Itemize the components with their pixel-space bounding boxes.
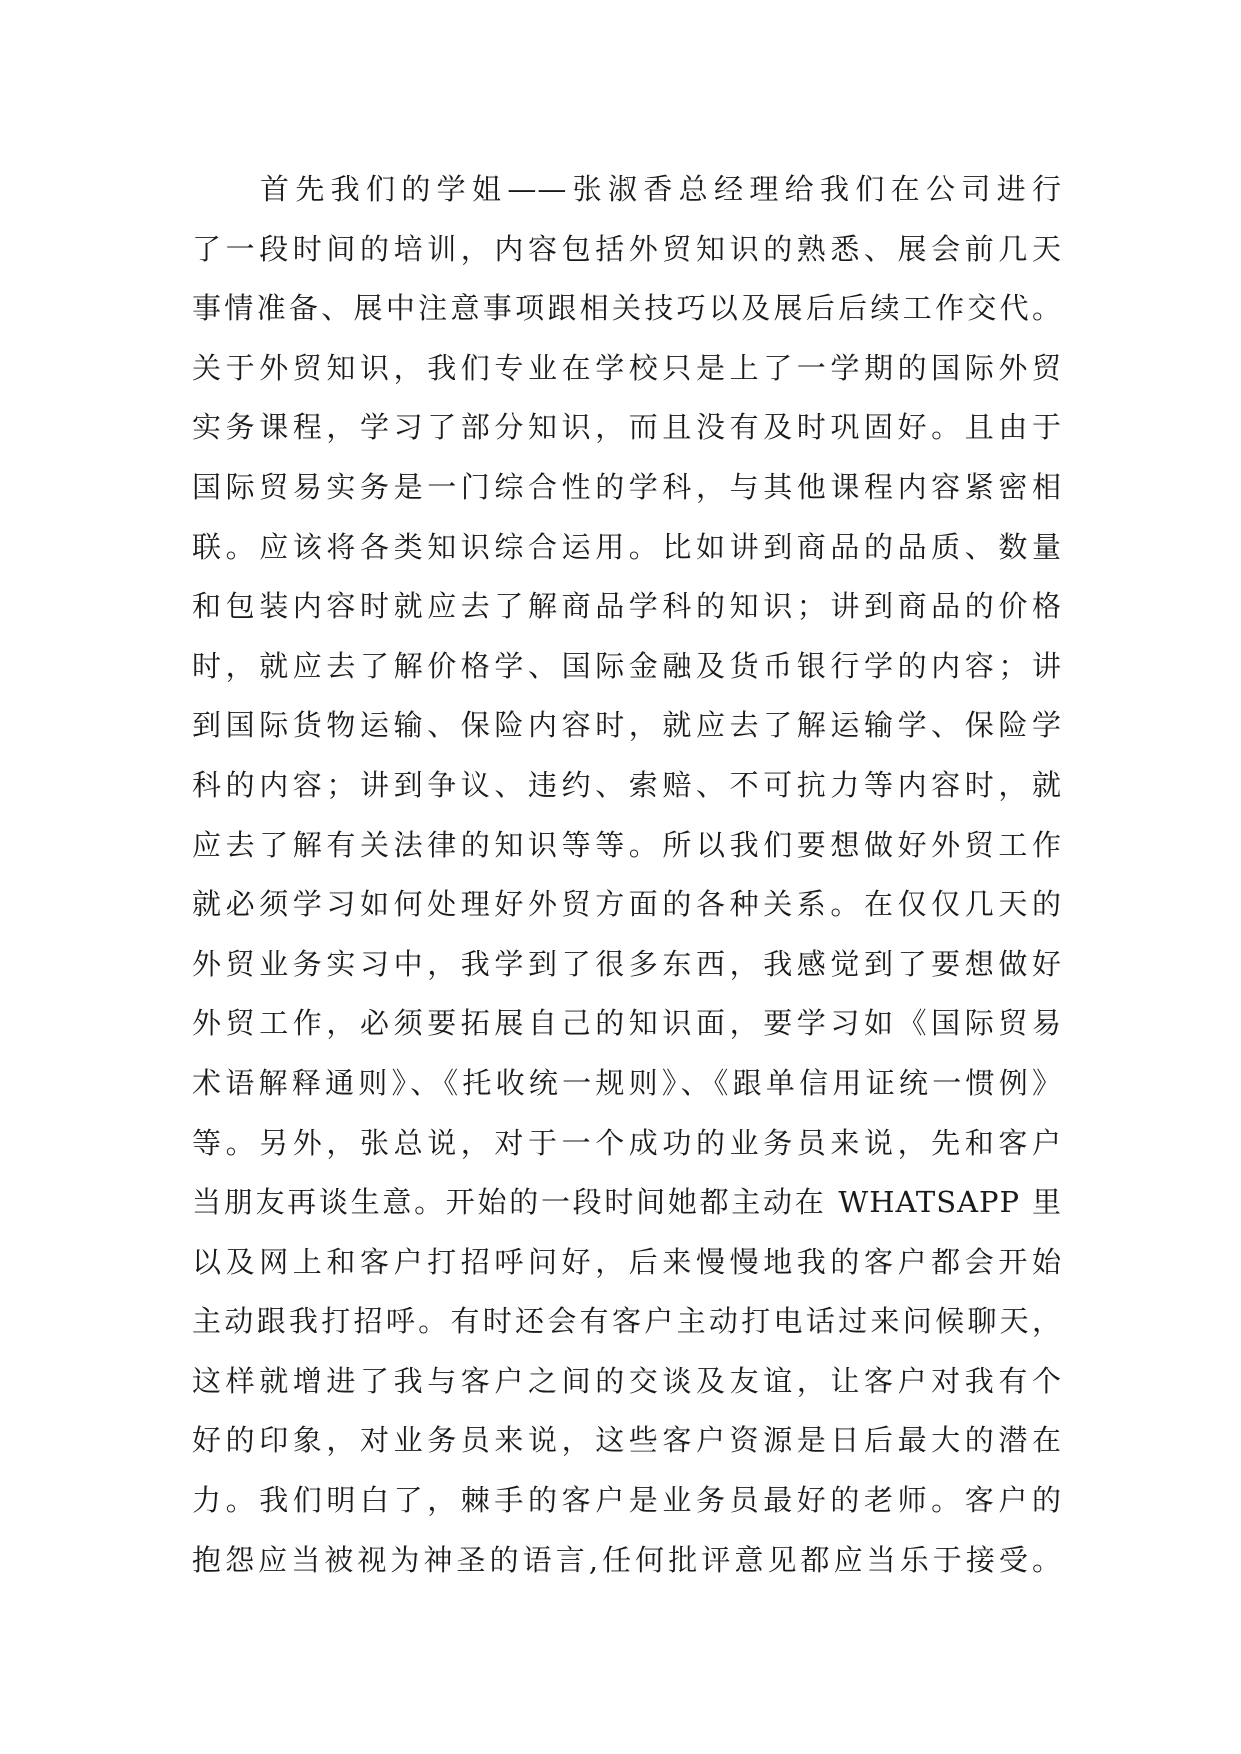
text-line: 首先我们的学姐——张淑香总经理给我们在公司进行 (260, 172, 1062, 206)
body-paragraph (192, 160, 1062, 1590)
text-line: 好的印象，对业务员来说，这些客户资源是日后最大的潜在 (192, 1423, 1062, 1458)
text-line: 了一段时间的培训，内容包括外贸知识的熟悉、展会前几天 (192, 231, 1062, 266)
text-line: 抱怨应当被视为神圣的语言,任何批评意见都应当乐于接受。 (192, 1542, 1062, 1577)
text-line: 关于外贸知识，我们专业在学校只是上了一学期的国际外贸 (192, 350, 1062, 385)
text-line: 力。我们明白了，棘手的客户是业务员最好的老师。客户的 (192, 1483, 1062, 1518)
text-line: 应去了解有关法律的知识等等。所以我们要想做好外贸工作 (192, 827, 1062, 862)
text-line: 等。另外，张总说，对于一个成功的业务员来说，先和客户 (192, 1125, 1062, 1160)
text-line: 科的内容；讲到争议、违约、索赔、不可抗力等内容时，就 (192, 767, 1062, 802)
text-line: 时，就应去了解价格学、国际金融及货币银行学的内容；讲 (192, 648, 1062, 683)
text-line: 以及网上和客户打招呼问好，后来慢慢地我的客户都会开始 (192, 1244, 1062, 1279)
text-line: 主动跟我打招呼。有时还会有客户主动打电话过来问候聊天， (192, 1304, 1062, 1339)
text-line: 事情准备、展中注意事项跟相关技巧以及展后后续工作交代。 (192, 291, 1062, 326)
text-line: 到国际货物运输、保险内容时，就应去了解运输学、保险学 (192, 708, 1062, 743)
text-line: 和包装内容时就应去了解商品学科的知识；讲到商品的价格 (192, 589, 1062, 624)
text-line: 外贸工作，必须要拓展自己的知识面，要学习如《国际贸易 (192, 1006, 1062, 1041)
text-line: 外贸业务实习中，我学到了很多东西，我感觉到了要想做好 (192, 946, 1062, 981)
text-line: 国际贸易实务是一门综合性的学科，与其他课程内容紧密相 (192, 469, 1062, 504)
text-line: 术语解释通则》、《托收统一规则》、《跟单信用证统一惯例》 (192, 1065, 1062, 1100)
text-line: 就必须学习如何处理好外贸方面的各种关系。在仅仅几天的 (192, 887, 1062, 922)
text-line: 联。应该将各类知识综合运用。比如讲到商品的品质、数量 (192, 529, 1062, 564)
text-line: 实务课程，学习了部分知识，而且没有及时巩固好。且由于 (192, 410, 1062, 445)
text-line: 这样就增进了我与客户之间的交谈及友谊，让客户对我有个 (192, 1363, 1062, 1398)
text-line: 当朋友再谈生意。开始的一段时间她都主动在 WHATSAPP 里 (192, 1185, 1062, 1220)
